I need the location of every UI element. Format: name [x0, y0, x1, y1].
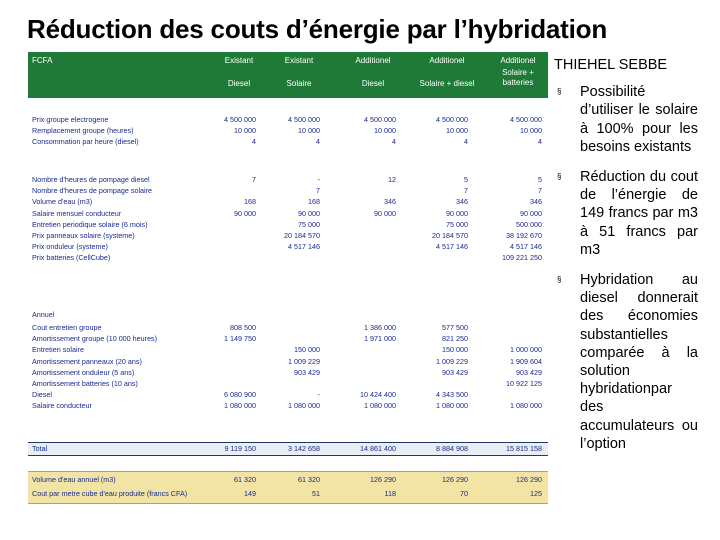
- author-name: THIEHEL SEBBE: [554, 57, 668, 73]
- row-label: Amortissement panneaux (20 ans): [32, 356, 142, 366]
- total-label: Total: [32, 444, 48, 453]
- table-cell: 1 080 000: [510, 401, 542, 411]
- table-cell: 168: [244, 197, 256, 207]
- table-cell: 12: [388, 175, 396, 184]
- table-cell: 5: [538, 175, 542, 184]
- table-row: [28, 356, 548, 367]
- table-cell: 808 500: [230, 323, 256, 332]
- row-label: Amortissement onduleur (5 ans): [32, 367, 135, 377]
- table-row: [28, 333, 548, 344]
- table-cell: 90 000: [446, 208, 468, 218]
- summary-cell: 126 290: [370, 475, 396, 484]
- row-label: Salaire conducteur: [32, 401, 92, 411]
- summary-cell: 126 290: [516, 475, 542, 484]
- table-cell: 346: [456, 197, 468, 207]
- table-cell: 109 221 250: [502, 253, 542, 263]
- total-cell: 3 142 658: [288, 444, 320, 453]
- table-cell: 10 000: [374, 126, 396, 136]
- table-cell: 4 500 000: [224, 115, 256, 124]
- table-row: [28, 230, 548, 241]
- table-cell: 4: [464, 137, 468, 147]
- header-col3-line2: Diesel: [361, 79, 385, 88]
- table-cell: 7: [252, 175, 256, 184]
- bullet-text: Hybridation au diesel donnerait des économies substantielles comparée à la solution hybridationpar des accumulateurs ou l’option: [580, 272, 698, 452]
- table-cell: 10 000: [298, 126, 320, 136]
- table-row: [28, 136, 548, 147]
- table-cell: 168: [308, 197, 320, 207]
- row-label: Amortissement batteries (10 ans): [32, 379, 138, 388]
- table-cell: 1 009 229: [288, 356, 320, 366]
- bullet-marker-icon: §: [557, 172, 562, 182]
- row-label: Prix groupe electrogene: [32, 115, 109, 124]
- table-cell: 4 517 146: [510, 242, 542, 252]
- table-row: [28, 208, 548, 219]
- table-cell: -: [317, 390, 320, 400]
- row-label: Salaire mensuel conducteur: [32, 208, 122, 218]
- table-cell: 4 500 000: [288, 115, 320, 124]
- summary-cell: 61 320: [298, 475, 320, 484]
- table-row: [28, 241, 548, 252]
- table-row: [28, 389, 548, 400]
- row-label: Nombre d'heures de pompage diesel: [32, 175, 150, 184]
- table-row: [28, 367, 548, 378]
- bullet-text: Réduction du cout de l’énergie de 149 francs par m3 à 51 francs par m3: [580, 169, 698, 258]
- table-cell: 90 000: [520, 208, 542, 218]
- table-cell: 821 250: [442, 334, 468, 344]
- table-cell: 1 009 229: [436, 356, 468, 366]
- summary-cell: 149: [244, 489, 256, 498]
- header-col5-line2: Solaire + batteries: [502, 68, 534, 87]
- table-cell: 4: [392, 137, 396, 147]
- header-col4-line2: Solaire + diesel: [419, 79, 475, 88]
- summary-label: Cout par metre cube d'eau produite (francs CFA): [32, 489, 188, 498]
- notes-panel: [548, 52, 698, 540]
- summary-row-volume: [28, 473, 548, 487]
- table-header: [28, 52, 548, 98]
- header-col5-line1: Additionel: [500, 56, 536, 65]
- row-label: Consommation par heure (diesel): [32, 137, 139, 147]
- table-cell: 1 080 000: [364, 401, 396, 411]
- table-row: [28, 196, 548, 207]
- row-label: Prix onduleur (systeme): [32, 242, 108, 252]
- table-row: [28, 378, 548, 389]
- table-cell: 38 192 670: [506, 231, 542, 240]
- bullet-marker-icon: §: [557, 275, 562, 285]
- bullet-marker-icon: §: [557, 87, 562, 97]
- row-label: Volume d'eau (m3): [32, 197, 93, 207]
- bullet-item: [548, 168, 698, 259]
- table-cell: 346: [530, 197, 542, 207]
- table-cell: 4: [538, 137, 542, 147]
- table-cell: 7: [538, 186, 542, 196]
- table-cell: 10 424 400: [360, 390, 396, 400]
- header-col1-line1: Existant: [224, 56, 254, 65]
- table-cell: 4: [252, 137, 256, 147]
- table-cell: 903 429: [442, 367, 468, 377]
- total-cell: 9 119 150: [224, 444, 256, 453]
- table-cell: 4 500 000: [510, 115, 542, 124]
- table-cell: 7: [316, 186, 320, 196]
- header-col1-line2: Diesel: [227, 79, 251, 88]
- table-cell: 4 517 146: [288, 242, 320, 252]
- table-cell: 4 343 500: [436, 390, 468, 400]
- bullet-text: Possibilité d’utiliser le solaire à 100% pour les besoins existants: [580, 84, 698, 155]
- table-cell: 10 922 125: [506, 379, 542, 388]
- table-row: [28, 125, 548, 136]
- table-cell: 90 000: [374, 208, 396, 218]
- table-cell: 1 080 000: [224, 401, 256, 411]
- table-cell: 1 080 000: [436, 401, 468, 411]
- table-row: [28, 114, 548, 125]
- table-row: [28, 322, 548, 333]
- total-cell: 8 884 908: [436, 444, 468, 453]
- table-cell: 20 184 570: [432, 231, 468, 240]
- table-cell: 577 500: [442, 323, 468, 332]
- summary-cell: 70: [460, 489, 468, 498]
- row-label: Prix panneaux solaire (systeme): [32, 231, 135, 240]
- table-cell: 90 000: [234, 208, 256, 218]
- table-cell: 1 149 750: [224, 334, 256, 344]
- table-row: [28, 174, 548, 185]
- total-cell: 14 861 400: [360, 444, 396, 453]
- row-label: Entretien periodique solaire (6 mois): [32, 219, 148, 229]
- header-col4-line1: Additionel: [429, 56, 465, 65]
- summary-block: [28, 471, 548, 504]
- table-cell: 1 386 000: [364, 323, 396, 332]
- total-cell: 15 815 158: [506, 444, 542, 453]
- bullet-item: [548, 271, 698, 453]
- section-annuel: Annuel: [32, 310, 55, 319]
- summary-cell: 126 290: [442, 475, 468, 484]
- row-label: Prix batteries (CellCube): [32, 253, 111, 263]
- summary-cell: 125: [530, 489, 542, 498]
- table-cell: 150 000: [442, 345, 468, 355]
- table-cell: 1 080 000: [288, 401, 320, 411]
- table-cell: 1 909 604: [510, 356, 542, 366]
- summary-cell: 118: [384, 489, 396, 498]
- table-cell: 10 000: [234, 126, 256, 136]
- header-col2-line2: Solaire: [286, 79, 312, 88]
- table-row: [28, 219, 548, 230]
- table-cell: 4 500 000: [436, 115, 468, 124]
- table-cell: 903 429: [516, 367, 542, 377]
- table-cell: 6 080 900: [224, 390, 256, 400]
- table-row: [28, 344, 548, 355]
- table-cell: 90 000: [298, 208, 320, 218]
- slide-title: Réduction des couts d’énergie par l’hybridation: [27, 14, 608, 44]
- table-row: [28, 400, 548, 411]
- table-cell: 4: [316, 137, 320, 147]
- table-cell: 150 000: [294, 345, 320, 355]
- table-cell: 10 000: [446, 126, 468, 136]
- table-cell: 903 429: [294, 367, 320, 377]
- row-label: Entretien solaire: [32, 345, 84, 355]
- table-cell: 4 500 000: [364, 115, 396, 124]
- table-cell: -: [317, 175, 320, 184]
- row-label: Remplacement groupe (heures): [32, 126, 134, 136]
- header-col3-line1: Additionel: [355, 56, 391, 65]
- header-col2-line1: Existant: [284, 56, 314, 65]
- summary-row-cost: [28, 487, 548, 501]
- row-label: Diesel: [32, 390, 52, 400]
- table-cell: 500 000: [516, 219, 542, 229]
- table-cell: 1 000 000: [510, 345, 542, 355]
- header-corner: FCFA: [32, 56, 53, 65]
- bullet-item: [548, 83, 698, 156]
- table-cell: 75 000: [446, 219, 468, 229]
- table-row: [28, 252, 548, 263]
- table-cell: 20 184 570: [284, 231, 320, 240]
- table-cell: 346: [384, 197, 396, 207]
- table-cell: 4 517 146: [436, 242, 468, 252]
- row-label: Nombre d'heures de pompage solaire: [32, 186, 153, 196]
- summary-cell: 51: [312, 489, 320, 498]
- row-label: Cout entretien groupe: [32, 323, 102, 332]
- table-cell: 1 971 000: [364, 334, 396, 344]
- table-cell: 10 000: [520, 126, 542, 136]
- summary-label: Volume d'eau annuel (m3): [32, 475, 116, 484]
- summary-cell: 61 320: [234, 475, 256, 484]
- table-cell: 75 000: [298, 219, 320, 229]
- table-cell: 7: [464, 186, 468, 196]
- total-row: [28, 442, 548, 456]
- table-cell: 5: [464, 175, 468, 184]
- table-row: [28, 185, 548, 196]
- cost-table: [28, 52, 548, 502]
- row-label: Amortissement groupe (10 000 heures): [32, 334, 158, 344]
